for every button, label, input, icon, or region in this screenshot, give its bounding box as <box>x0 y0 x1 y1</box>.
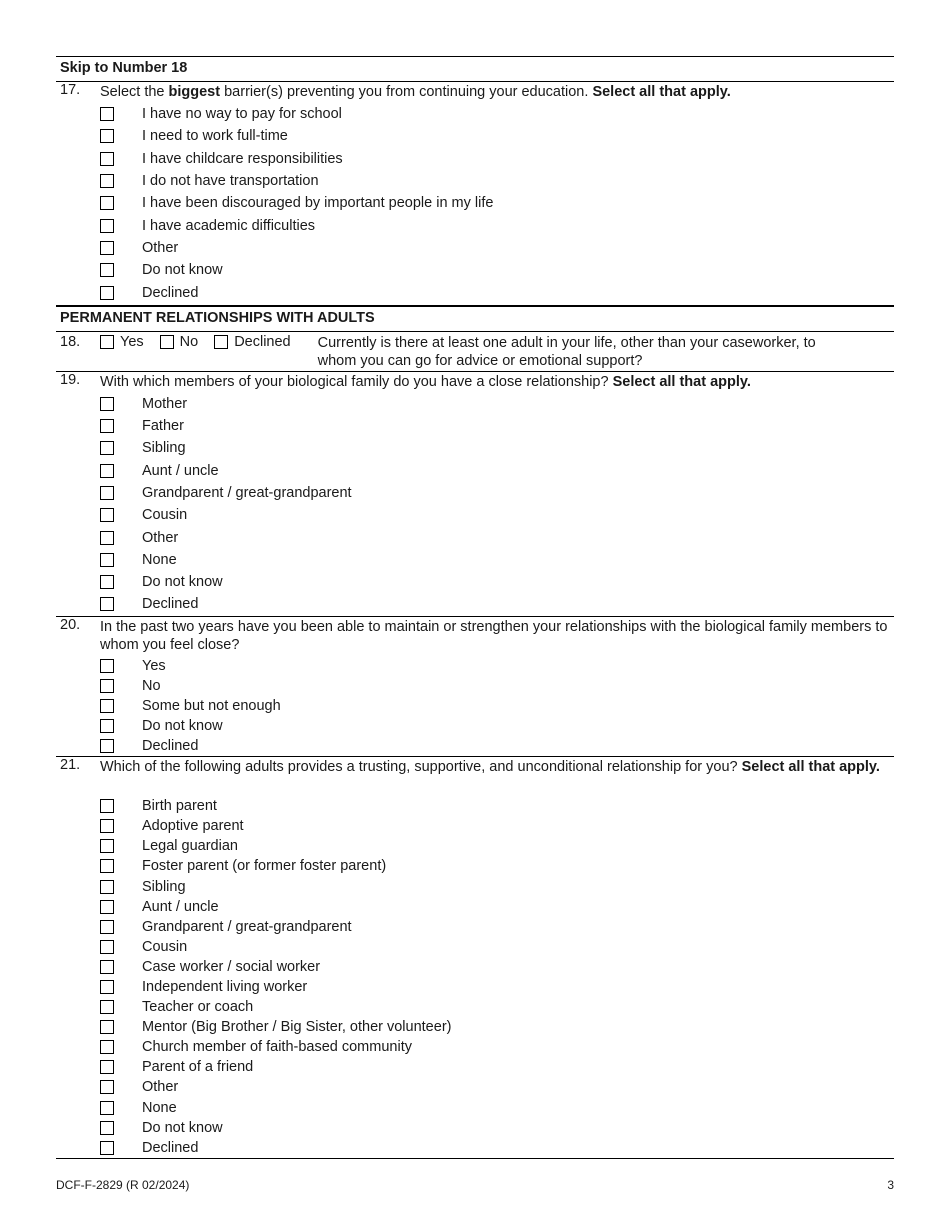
checkbox-option[interactable] <box>100 1138 894 1158</box>
option-label: Grandparent / great-grandparent <box>142 918 352 935</box>
option-label: Do not know <box>142 1119 223 1136</box>
question-19 <box>56 372 894 616</box>
question-21 <box>56 757 894 1158</box>
checkbox-option[interactable] <box>100 836 894 856</box>
question-text-part: barrier(s) preventing you from continuing your education. <box>220 84 593 100</box>
checkbox-option[interactable] <box>100 148 894 170</box>
checkbox-option[interactable] <box>100 281 894 303</box>
checkbox-option[interactable] <box>100 1098 894 1118</box>
checkbox[interactable] <box>100 107 114 121</box>
checkbox[interactable] <box>100 1141 114 1155</box>
checkbox-option[interactable] <box>100 696 894 716</box>
checkbox-option[interactable] <box>100 415 894 437</box>
option-label: Legal guardian <box>142 838 238 855</box>
question-17 <box>56 82 894 304</box>
question-number: 18. <box>60 333 81 350</box>
option-label: Do not know <box>142 717 223 734</box>
option-label: Parent of a friend <box>142 1059 254 1076</box>
option-label: Father <box>142 418 184 435</box>
checkbox[interactable] <box>100 1080 114 1094</box>
select-all-instruction: Select all that apply. <box>592 84 731 100</box>
checkbox-option[interactable] <box>100 237 894 259</box>
checkbox-option[interactable] <box>100 1118 894 1138</box>
option-label: I have academic difficulties <box>142 217 316 234</box>
question-text-part: Which of the following adults provides a trusting, supportive, and unconditional relationship for you? <box>100 759 742 776</box>
checkbox[interactable] <box>100 508 114 522</box>
checkbox[interactable] <box>100 174 114 188</box>
checkbox-option[interactable] <box>100 504 894 526</box>
checkbox[interactable] <box>100 419 114 433</box>
checkbox-option[interactable] <box>100 170 894 192</box>
checkbox[interactable] <box>100 659 114 673</box>
checkbox[interactable] <box>100 1040 114 1054</box>
question-20 <box>56 617 894 756</box>
option-label: Declined <box>142 738 199 755</box>
options-list <box>100 796 894 1158</box>
question-number: 17. <box>60 82 81 98</box>
checkbox[interactable] <box>100 940 114 954</box>
checkbox-option[interactable] <box>100 816 894 836</box>
checkbox[interactable] <box>100 880 114 894</box>
checkbox[interactable] <box>100 1101 114 1115</box>
checkbox[interactable] <box>100 679 114 693</box>
checkbox-option[interactable] <box>100 856 894 876</box>
options-list <box>100 393 894 616</box>
option-label: Mother <box>142 395 188 412</box>
option-label: Other <box>142 529 179 546</box>
option-label: Declined <box>142 284 199 301</box>
checkbox[interactable] <box>100 553 114 567</box>
question-text <box>100 757 894 796</box>
checkbox[interactable] <box>100 699 114 713</box>
question-text-emphasis: biggest <box>168 84 221 100</box>
page-number: 3 <box>887 1178 894 1192</box>
option-label: Do not know <box>142 574 223 591</box>
option-label: Other <box>142 239 179 256</box>
option-label: Mentor (Big Brother / Big Sister, other volunteer) <box>142 1019 452 1036</box>
option-label: Yes <box>120 333 144 350</box>
option-no[interactable] <box>160 334 199 350</box>
option-label: Yes <box>142 657 166 674</box>
checkbox[interactable] <box>100 839 114 853</box>
checkbox[interactable] <box>100 241 114 255</box>
option-label: Do not know <box>142 262 223 279</box>
checkbox-option[interactable] <box>100 676 894 696</box>
checkbox-option[interactable] <box>100 977 894 997</box>
checkbox[interactable] <box>100 920 114 934</box>
checkbox[interactable] <box>100 960 114 974</box>
page-footer <box>56 1178 894 1192</box>
checkbox-option[interactable] <box>100 736 894 756</box>
checkbox[interactable] <box>100 575 114 589</box>
option-label: Declined <box>142 596 199 613</box>
option-label: Aunt / uncle <box>142 898 219 915</box>
checkbox-option[interactable] <box>100 482 894 504</box>
option-label: Case worker / social worker <box>142 958 321 975</box>
checkbox[interactable] <box>100 1121 114 1135</box>
question-number: 20. <box>60 616 81 633</box>
option-label: Cousin <box>142 938 188 955</box>
option-label: I have childcare responsibilities <box>142 150 343 167</box>
checkbox-option[interactable] <box>100 1077 894 1097</box>
checkbox[interactable] <box>100 335 114 349</box>
checkbox-option[interactable] <box>100 656 894 676</box>
checkbox[interactable] <box>100 196 114 210</box>
checkbox-option[interactable] <box>100 876 894 896</box>
checkbox-option[interactable] <box>100 437 894 459</box>
question-text: In the past two years have you been able to maintain or strengthen your relationships with the biological family members to whom you feel close? <box>100 618 888 653</box>
select-all-instruction: Select all that apply. <box>612 373 751 390</box>
option-label: Other <box>142 1079 179 1096</box>
divider <box>56 1158 894 1159</box>
checkbox[interactable] <box>100 739 114 753</box>
checkbox-option[interactable] <box>100 917 894 937</box>
checkbox[interactable] <box>100 397 114 411</box>
question-18 <box>56 332 894 371</box>
skip-header: Skip to Number 18 <box>60 60 188 76</box>
checkbox-option[interactable] <box>100 103 894 125</box>
checkbox-option[interactable] <box>100 460 894 482</box>
checkbox-option[interactable] <box>100 549 894 571</box>
option-label: Declined <box>234 333 291 350</box>
checkbox-option[interactable] <box>100 214 894 236</box>
checkbox[interactable] <box>100 486 114 500</box>
checkbox[interactable] <box>100 531 114 545</box>
option-label: Adoptive parent <box>142 818 244 835</box>
question-number: 19. <box>60 371 81 388</box>
checkbox[interactable] <box>100 152 114 166</box>
option-label: Declined <box>142 1139 199 1156</box>
checkbox[interactable] <box>100 859 114 873</box>
checkbox-option[interactable] <box>100 192 894 214</box>
option-label: Birth parent <box>142 798 217 815</box>
question-text <box>100 82 894 103</box>
question-text-part: Select the <box>100 84 169 100</box>
option-label: Some but not enough <box>142 697 281 714</box>
checkbox-option[interactable] <box>100 393 894 415</box>
checkbox[interactable] <box>100 263 114 277</box>
option-label: None <box>142 1099 177 1116</box>
option-label: Sibling <box>142 878 186 895</box>
question-text-part: With which members of your biological family do you have a close relationship? <box>100 373 613 390</box>
checkbox[interactable] <box>100 980 114 994</box>
option-label: Cousin <box>142 507 188 524</box>
checkbox[interactable] <box>100 129 114 143</box>
option-yes[interactable] <box>100 334 144 350</box>
option-label: No <box>179 333 199 350</box>
checkbox-option[interactable] <box>100 716 894 736</box>
option-label: I have been discouraged by important people in my life <box>142 195 494 212</box>
option-label: I do not have transportation <box>142 173 319 190</box>
checkbox-option[interactable] <box>100 1017 894 1037</box>
option-declined[interactable] <box>214 334 290 350</box>
select-all-instruction: Select all that apply. <box>741 759 880 776</box>
checkbox[interactable] <box>100 719 114 733</box>
option-label: Grandparent / great-grandparent <box>142 485 352 501</box>
checkbox-option[interactable] <box>100 897 894 917</box>
checkbox-option[interactable] <box>100 796 894 816</box>
option-label: Foster parent (or former foster parent) <box>142 858 387 875</box>
option-label: I need to work full-time <box>142 128 288 145</box>
question-number: 21. <box>60 757 81 774</box>
checkbox-option[interactable] <box>100 571 894 593</box>
checkbox[interactable] <box>100 819 114 833</box>
option-label: None <box>142 551 177 568</box>
checkbox[interactable] <box>160 335 174 349</box>
options-list <box>100 103 894 304</box>
question-text <box>100 372 894 393</box>
checkbox-option[interactable] <box>100 1057 894 1077</box>
option-label: Aunt / uncle <box>142 462 219 479</box>
checkbox[interactable] <box>100 799 114 813</box>
option-label: Church member of faith-based community <box>142 1039 412 1056</box>
question-text: Currently is there at least one adult in your life, other than your caseworker, to whom you can go for advice or emotional support? <box>317 334 816 369</box>
checkbox-option[interactable] <box>100 593 894 615</box>
checkbox-option[interactable] <box>100 125 894 147</box>
section-header: PERMANENT RELATIONSHIPS WITH ADULTS <box>60 309 375 326</box>
checkbox-option[interactable] <box>100 957 894 977</box>
checkbox[interactable] <box>100 286 114 300</box>
checkbox-option[interactable] <box>100 937 894 957</box>
checkbox-option[interactable] <box>100 526 894 548</box>
checkbox[interactable] <box>100 1060 114 1074</box>
checkbox[interactable] <box>100 464 114 478</box>
options-list <box>100 656 894 756</box>
form-page <box>56 56 894 1159</box>
checkbox[interactable] <box>100 1000 114 1014</box>
checkbox-option[interactable] <box>100 259 894 281</box>
checkbox[interactable] <box>100 597 114 611</box>
checkbox-option[interactable] <box>100 997 894 1017</box>
checkbox[interactable] <box>100 219 114 233</box>
checkbox[interactable] <box>100 441 114 455</box>
checkbox[interactable] <box>100 1020 114 1034</box>
checkbox-option[interactable] <box>100 1037 894 1057</box>
option-label: Sibling <box>142 440 186 457</box>
option-label: Teacher or coach <box>142 999 254 1016</box>
option-label: Independent living worker <box>142 979 308 995</box>
option-label: I have no way to pay for school <box>142 106 342 123</box>
checkbox[interactable] <box>214 335 228 349</box>
option-label: No <box>142 677 161 694</box>
checkbox[interactable] <box>100 900 114 914</box>
form-id: DCF-F-2829 (R 02/2024) <box>56 1178 190 1192</box>
